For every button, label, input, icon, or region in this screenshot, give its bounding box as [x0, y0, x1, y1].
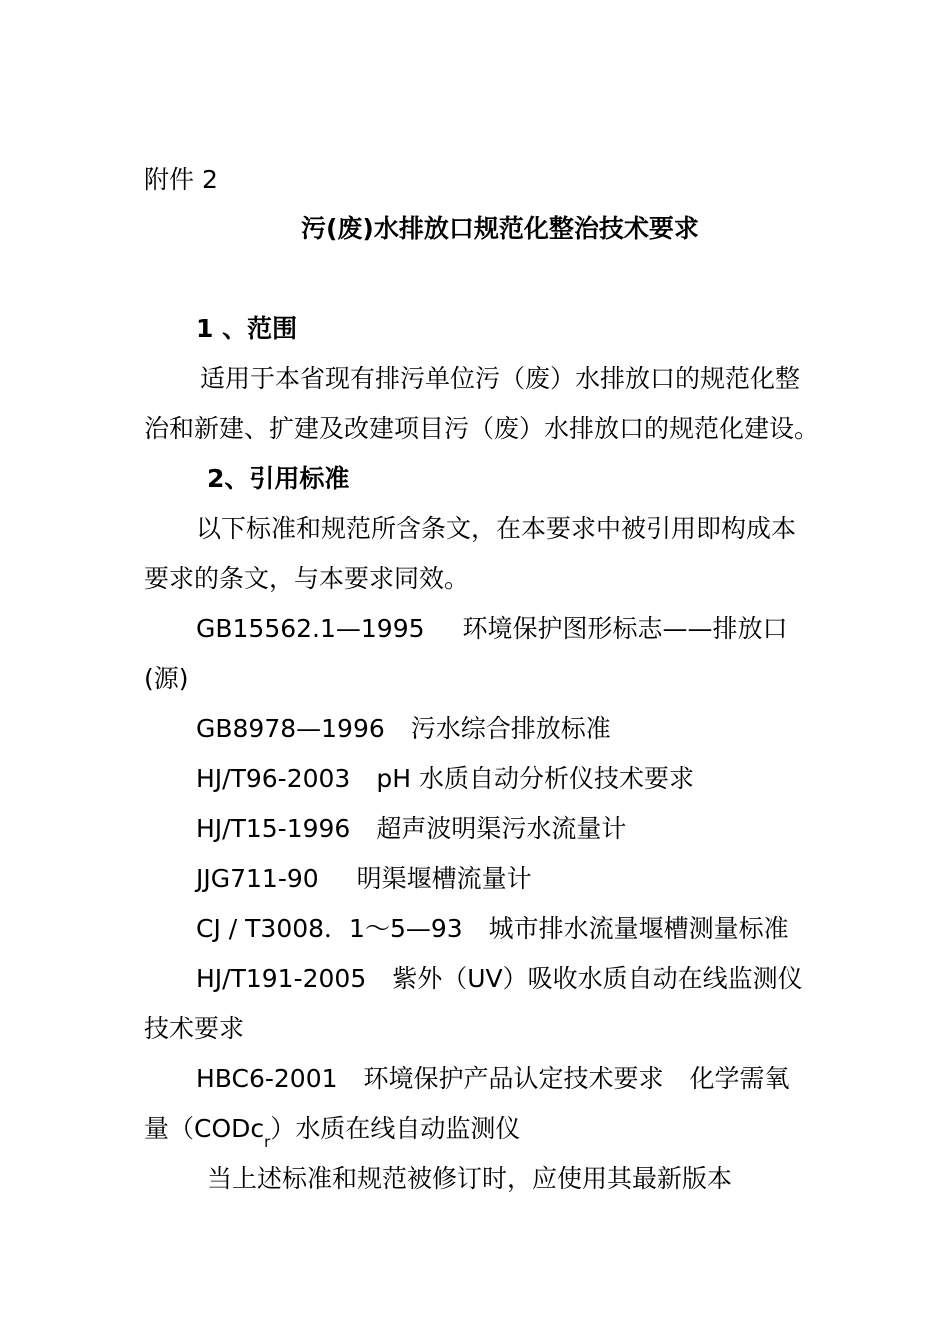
standard-item	[196, 814, 626, 844]
standard-name-continuation	[144, 1114, 521, 1151]
standard-code: JJG711-90	[196, 864, 319, 893]
standard-item	[196, 764, 694, 794]
standard-name: 环境保护产品认定技术要求	[363, 1064, 664, 1093]
section-heading-scope: 1 、范围	[196, 314, 298, 343]
standard-name-2: 化学需氧	[689, 1064, 790, 1093]
standard-name: 紫外（UV）吸收水质自动在线监测仪	[392, 964, 803, 993]
standard-item	[196, 714, 611, 744]
cod-suffix: ）水质在线自动监测仪	[270, 1114, 521, 1143]
standard-item	[196, 964, 803, 994]
standard-name: 超声波明渠污水流量计	[376, 814, 627, 843]
standard-name-continuation: 技术要求	[144, 1014, 245, 1043]
standard-name: 环境保护图形标志——排放口	[462, 614, 788, 643]
standard-item	[196, 1064, 790, 1094]
standard-code: CJ / T3008．1～5—93	[196, 914, 463, 943]
standard-code: HJ/T191-2005	[196, 964, 367, 993]
references-intro-line-2: 要求的条文，与本要求同效。	[144, 564, 470, 593]
standard-item	[196, 614, 788, 644]
standard-item	[196, 864, 532, 894]
standard-code: GB8978—1996	[196, 714, 385, 743]
standard-item	[196, 914, 789, 944]
standard-code: HJ/T96-2003	[196, 764, 351, 793]
standard-name: 明渠堰槽流量计	[356, 864, 532, 893]
cod-prefix: 量（CODc	[144, 1114, 265, 1143]
standard-name: 城市排水流量堰槽测量标准	[488, 914, 789, 943]
standard-name: 污水综合排放标准	[410, 714, 611, 743]
standard-code: GB15562.1—1995	[196, 614, 425, 643]
section-heading-references: 2、引用标准	[207, 464, 350, 493]
closing-note: 当上述标准和规范被修订时，应使用其最新版本	[207, 1164, 733, 1193]
attachment-label: 附件 2	[144, 165, 218, 194]
standard-code: HJ/T15-1996	[196, 814, 351, 843]
standard-name-continuation: (源)	[144, 664, 189, 693]
document-title: 污(废)水排放口规范化整治技术要求	[301, 214, 699, 243]
scope-paragraph-line-2: 治和新建、扩建及改建项目污（废）水排放口的规范化建设。	[144, 414, 820, 443]
standard-name: pH 水质自动分析仪技术要求	[376, 764, 694, 793]
cod-subscript: r	[264, 1133, 271, 1151]
references-intro-line-1: 以下标准和规范所含条文，在本要求中被引用即构成本	[196, 514, 797, 543]
standard-code: HBC6-2001	[196, 1064, 338, 1093]
scope-paragraph-line-1: 适用于本省现有排污单位污（废）水排放口的规范化整	[200, 364, 801, 393]
